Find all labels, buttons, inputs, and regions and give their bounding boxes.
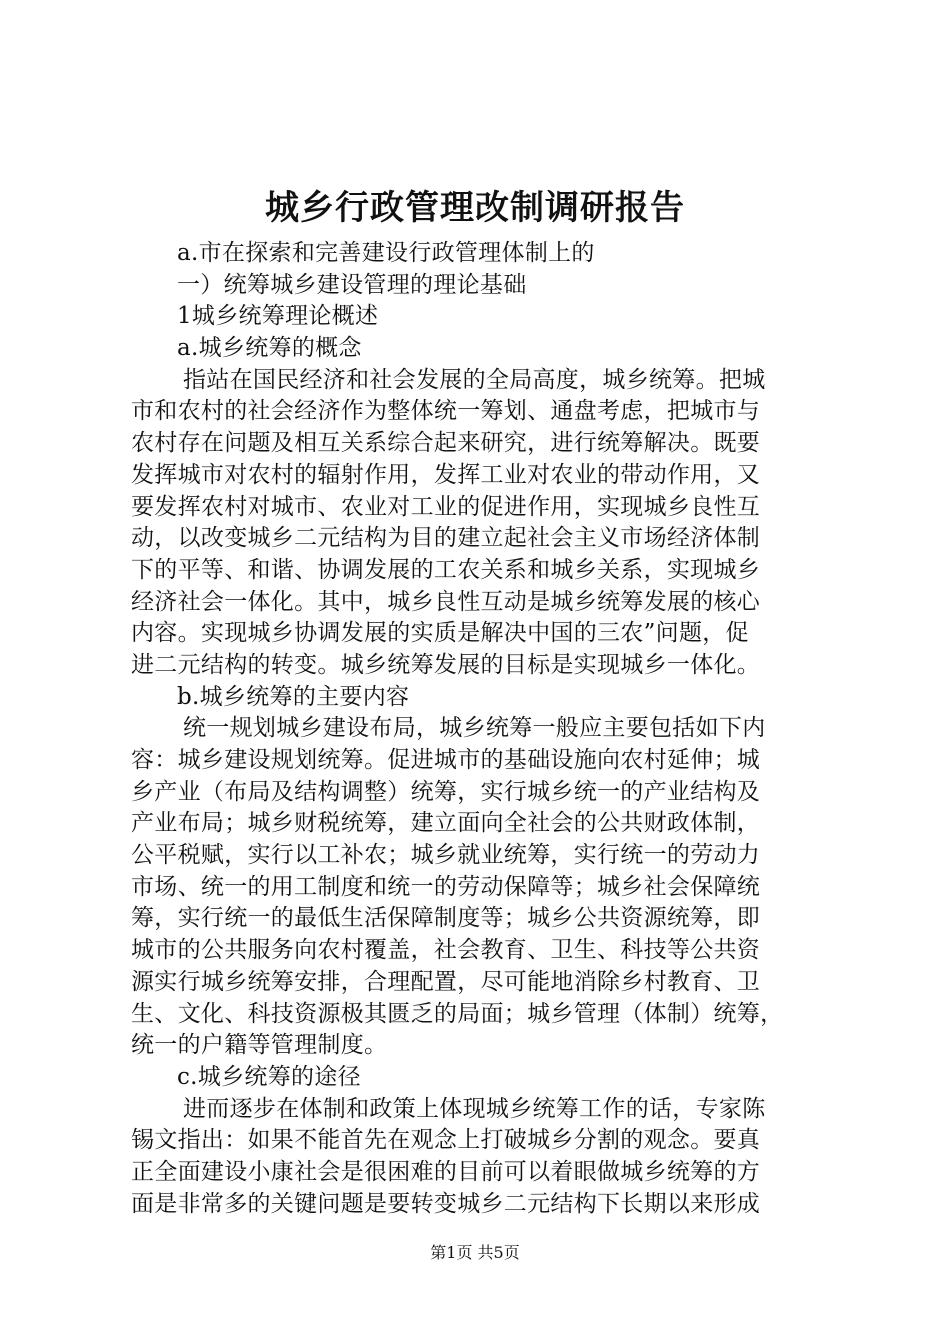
text-line: 筹，实行统一的最低生活保障制度等；城乡公共资源统筹，即 xyxy=(131,905,761,932)
text-line: a.城乡统筹的概念 xyxy=(177,335,362,362)
text-line: 经济社会一体化。其中，城乡良性互动是城乡统筹发展的核心 xyxy=(131,588,761,615)
text-line: 统一规划城乡建设布局，城乡统筹一般应主要包括如下内 xyxy=(183,715,766,742)
text-line: 乡产业（布局及结构调整）统筹，实行城乡统一的产业结构及 xyxy=(131,778,761,805)
text-line: 农村存在问题及相互关系综合起来研究，进行统筹解决。既要 xyxy=(131,430,761,457)
document-body xyxy=(131,238,836,1220)
text-line: b.城乡统筹的主要内容 xyxy=(177,683,410,710)
text-line: 一）统筹城乡建设管理的理论基础 xyxy=(177,271,527,298)
text-line: 市和农村的社会经济作为整体统一筹划、通盘考虑，把城市与 xyxy=(131,398,761,425)
text-line: 正全面建设小康社会是很困难的目前可以着眼做城乡统筹的方 xyxy=(131,1158,761,1185)
page-footer: 第1页 共5页 xyxy=(430,1243,520,1262)
text-line: 统一的户籍等管理制度。 xyxy=(131,1032,388,1059)
text-line: 锡文指出：如果不能首先在观念上打破城乡分割的观念。要真 xyxy=(131,1127,761,1154)
text-line: 城市的公共服务向农村覆盖，社会教育、卫生、科技等公共资 xyxy=(131,937,761,964)
text-line: c.城乡统筹的途径 xyxy=(177,1063,361,1090)
text-line: 要发挥农村对城市、农业对工业的促进作用，实现城乡良性互 xyxy=(131,493,761,520)
text-line: 源实行城乡统筹安排，合理配置，尽可能地消除乡村教育、卫 xyxy=(131,968,761,995)
text-line: 发挥城市对农村的辐射作用，发挥工业对农业的带动作用，又 xyxy=(131,461,761,488)
text-line: 公平税赋，实行以工补农；城乡就业统筹，实行统一的劳动力 xyxy=(131,842,761,869)
text-line: 动，以改变城乡二元结构为目的建立起社会主义市场经济体制 xyxy=(131,525,761,552)
text-line: 内容。实现城乡协调发展的实质是解决中国的三农”问题，促 xyxy=(131,620,749,647)
text-line: 市场、统一的用工制度和统一的劳动保障等；城乡社会保障统 xyxy=(131,873,761,900)
text-line: 产业布局；城乡财税统筹，建立面向全社会的公共财政体制， xyxy=(131,810,761,837)
text-line: 容：城乡建设规划统筹。促进城市的基础设施向农村延伸；城 xyxy=(131,747,761,773)
text-line: 下的平等、和谐、协调发展的工农关系和城乡关系，实现城乡 xyxy=(131,556,761,583)
text-line: a.市在探索和完善建设行政管理体制上的 xyxy=(177,240,595,266)
text-line: 生、文化、科技资源极其匮乏的局面；城乡管理（体制）统筹， xyxy=(131,1000,784,1027)
text-line: 1城乡统筹理论概述 xyxy=(177,303,379,330)
document-title: 城乡行政管理改制调研报告 xyxy=(265,188,685,228)
text-line: 进而逐步在体制和政策上体现城乡统筹工作的话，专家陈 xyxy=(183,1095,766,1122)
text-line: 指站在国民经济和社会发展的全局高度，城乡统筹。把城 xyxy=(183,366,766,393)
text-line: 进二元结构的转变。城乡统筹发展的目标是实现城乡一体化。 xyxy=(131,651,761,678)
text-line: 面是非常多的关键问题是要转变城乡二元结构下长期以来形成 xyxy=(131,1190,761,1217)
